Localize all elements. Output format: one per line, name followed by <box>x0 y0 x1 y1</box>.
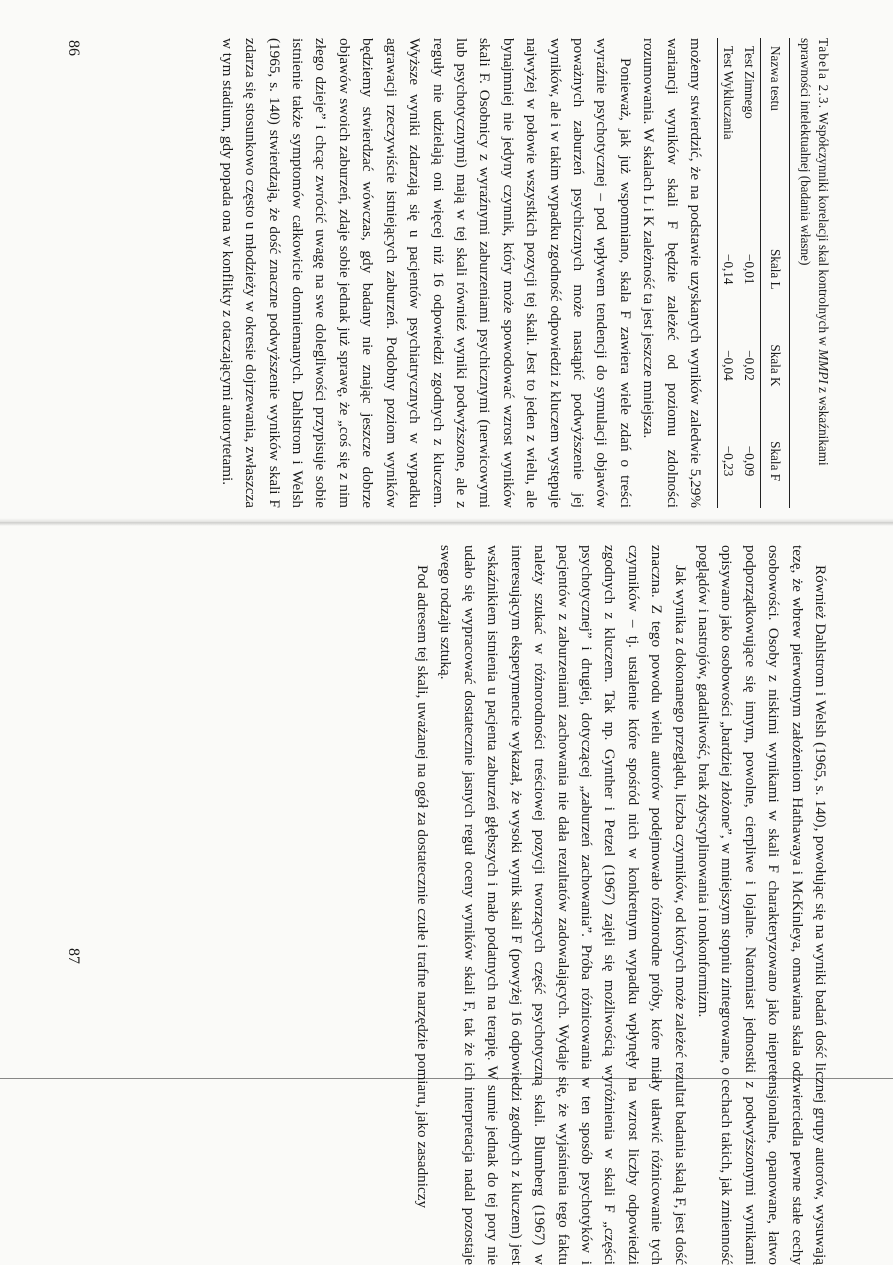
table-caption <box>796 38 832 508</box>
page-fold-shadow <box>0 518 893 526</box>
page-number-right: 87 <box>65 948 82 964</box>
table-cell: −0,04 <box>718 317 740 414</box>
body-paragraph: Również Dahlstrom i Welsh (1965, s. 140), powołując się na wyniki badań dość licznej grupy autorów, wysuwają tezę, że wbrew pierwotnym założeniom Hathawaya i McKinleya, omawiana skala odzwierciedla pewne stałe cechy osobowości. Osoby z niskimi wynikami w skali F charakteryzowano jako niepretensjonalne, opanowane, łatwo podporządkowujące się innym, powolne, cierpliwe i lojalne. Natomiast jednostki z podwyższonymi wynikami opisywano jako osobowości „bardziej złożone”, w mniejszym stopniu zintegrowane, o cechach takich, jak zmienność poglądów i nastrojów, gadatliwość, brak zdyscyplinowania i nonkonformizm. <box>694 545 829 1265</box>
body-paragraph: Ponieważ, jak już wspomniano, skala F zawiera wiele zdań o treści wyraźnie psychotycznej – pod wpływem tendencji do symulacji objawów poważnych zaburzeń psychicznych może nastąpić podwyższenie jej wyników, ale i w takim wypadku zgodność odpowiedzi z kluczem występuje najwyżej w połowie wszystkich pozycji tej skali. Jest to jeden z wielu, ale bynajmniej nie jedyny czynnik, który może spowodować wzrost wyników skali F. Osobnicy z wyraźnymi zaburzeniami psychicznymi (nerwicowymi lub psychotycznymi) mają w tej skali również wyniki podwyższone, ale z reguły nie udzielają oni więcej niż 16 odpowiedzi zgodnych z kluczem. Wyższe wyniki zdarzają się u pacjentów psychiatrycznych w wypadku agrawacji rzeczywiście istniejących zaburzeń. Podobny poziom wyników będziemy stwierdzać wówczas, gdy badany nie znając jeszcze dobrze objawów swoich zaburzeń, zdaje sobie jednak już sprawę, że „coś się z nim złego dzieje” i chcąc zwrócić uwagę na swe dolegliwości przypisuje sobie istnienie także symptomów całkowicie domniemanych. Dahlstrom i Welsh (1965, s. 140) stwierdzają, że dość znaczne podwyższenie wyników skali F zdarza się stosunkowo często u młodzieży w okresie dojrzewania, zwłaszcza w tym stadium, gdy popada ona w konflikty z otaczającymi autorytetami. <box>218 38 634 508</box>
correlation-table <box>717 38 790 508</box>
table-cell: −0,09 <box>742 445 757 477</box>
table-header-row <box>761 38 790 508</box>
table-row <box>739 38 761 508</box>
table-cell: −0,02 <box>742 350 757 381</box>
table-header-cell: Nazwa testu <box>761 38 790 222</box>
table-caption-rest: z wskaźnikami sprawności intelektualnej (badania własne) <box>798 38 831 466</box>
table-cell: Test Zimnego <box>742 46 757 119</box>
table-header-cell: Skala F <box>761 414 790 508</box>
page-number-left: 86 <box>65 40 82 56</box>
table-header-cell: Skala K <box>761 317 790 414</box>
left-page <box>42 38 832 508</box>
right-page <box>42 545 832 1265</box>
table-cell: Test Wykluczania <box>718 38 740 222</box>
table-caption-label: Tabela 2.3. <box>816 38 831 110</box>
table-cell: −0,01 <box>742 254 757 285</box>
table-caption-italic: MMPI <box>816 349 831 384</box>
body-paragraph: Pod adresem tej skali, uważanej na ogół za dostatecznie czułe i trafne narzędzie pomiaru, jako zasadniczy <box>414 565 432 1209</box>
table-caption-text: Współczynniki korelacji skal kontrolnych w <box>816 112 831 346</box>
body-paragraph: Jak wynika z dokonanego przeglądu, liczba czynników, od których może zależeć rezultat badania skalą F, jest dość znaczna. Z tego powodu wielu autorów podejmowało różnorodne próby, które miały ułatwić różnicowanie tych czynników – tj. ustalenie które spośród nich w konkretnym wypadku wpłynęły na wzrost liczby odpowiedzi zgodnych z kluczem. Tak np. Gynther i Petzel (1967) zajęli się możliwością wyróżnienia w skali F „części psychotycznej” i drugiej, dotyczącej „zaburzeń zachowania”. Próba różnicowania w ten sposób psychotyków i pacjentów z zaburzeniami zachowania nie dała rezultatów zadowalających. Wydaje się, że wyjaśnienia tego faktu należy szukać w różnorodności treściowej pozycji tworzących część psychotyczną skali. Blumberg (1967) w interesującym eksperymencie wykazał, że wysoki wynik skali F (powyżej 16 odpowiedzi zgodnych z kluczem) jest wskaźnikiem istnienia u pacjenta zaburzeń głębszych i mało podatnych na terapię. W sumie jednak do tej pory nie udało się wypracować dostatecznie jasnych reguł oceny wyników skali F, tak że ich interpretacja nadal pozostaje swego rodzaju sztuką. <box>437 545 689 1265</box>
table-cell: −0,23 <box>718 414 740 508</box>
table-cell: −0,14 <box>718 222 740 317</box>
table-row <box>718 38 740 508</box>
table-header-cell: Skala L <box>761 222 790 317</box>
correlation-table-block <box>717 38 832 508</box>
body-paragraph: możemy stwierdzić, że na podstawie uzyskanych wyników zaledwie 5,29% wariancji wyników skali F będzie zależeć od poziomu zdolności rozumowania. W skalach L i K zależność ta jest jeszcze mniejsza. <box>640 38 704 508</box>
